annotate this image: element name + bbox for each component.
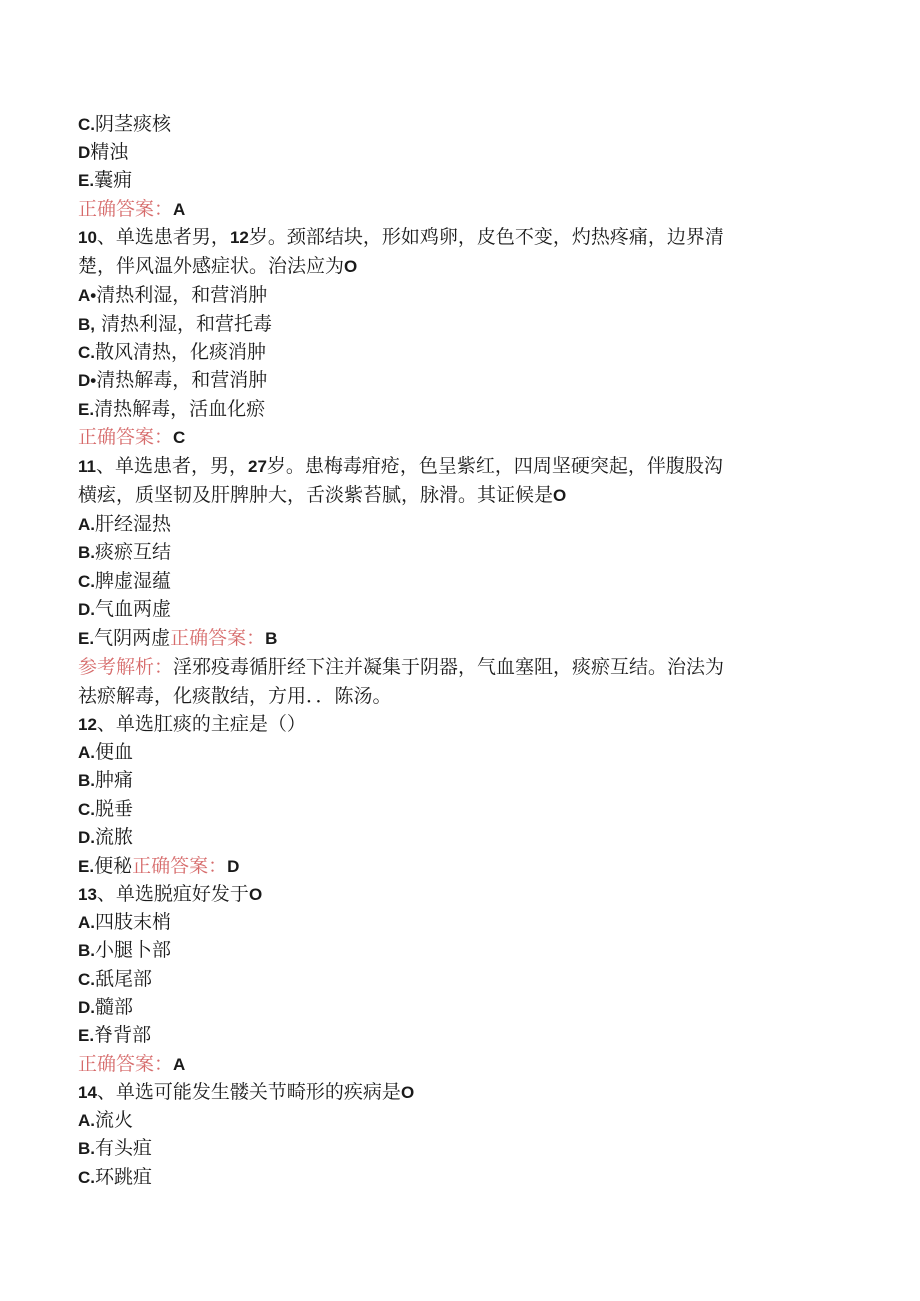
- answer-line: [78, 195, 838, 224]
- option-line: [78, 567, 838, 596]
- option-text: 小腿卜部: [95, 939, 172, 961]
- answer-prefix: 正确答案：: [78, 426, 174, 448]
- option-line: [78, 624, 838, 653]
- answer-line: [78, 1050, 838, 1079]
- option-label: B.: [78, 1139, 95, 1158]
- option-line: [78, 1106, 838, 1135]
- option-text: 脾虚湿蕴: [95, 570, 172, 592]
- option-line: [78, 993, 838, 1022]
- answer-value: A: [173, 200, 186, 219]
- option-label: C.: [78, 572, 95, 591]
- explanation-text: 淫邪疫毒循肝经下注并凝集于阴器，气血塞阻，痰瘀互结。治法为: [173, 656, 725, 678]
- option-text: 舐尾部: [95, 968, 153, 990]
- question-line: [78, 1078, 838, 1107]
- option-line: [78, 1163, 838, 1192]
- option-line: [78, 338, 838, 367]
- question-line: [78, 481, 838, 510]
- question-line: [78, 710, 838, 739]
- option-line: [78, 166, 838, 195]
- option-line: [78, 965, 838, 994]
- option-label: A•: [78, 286, 97, 305]
- option-label: C.: [78, 800, 95, 819]
- question-text: 楚，伴风温外感症状。治法应为: [78, 255, 345, 277]
- answer-prefix: 正确答案：: [170, 627, 266, 649]
- option-label: B.: [78, 543, 95, 562]
- option-line: [78, 936, 838, 965]
- answer-value: A: [173, 1055, 186, 1074]
- option-label: A.: [78, 913, 95, 932]
- option-line: [78, 138, 838, 167]
- option-text: 阴茎痰核: [95, 113, 172, 135]
- question-number: 12: [78, 715, 97, 734]
- option-label: B.: [78, 771, 95, 790]
- option-line: [78, 510, 838, 539]
- question-text: 、单选肛痰的主症是（）: [96, 713, 306, 735]
- option-text: 便血: [95, 741, 134, 763]
- question-text: 、单选可能发生髅关节畸形的疾病是: [96, 1081, 401, 1103]
- option-label: E.: [78, 857, 95, 876]
- question-number: 14: [78, 1083, 97, 1102]
- question-line: [78, 223, 838, 252]
- option-label: A.: [78, 1111, 95, 1130]
- option-text: 肝经湿热: [95, 513, 172, 535]
- option-text: 四肢末梢: [95, 911, 172, 933]
- question-blank: O: [400, 1083, 415, 1102]
- option-label: B.: [78, 941, 95, 960]
- option-line: [78, 281, 838, 310]
- option-line: [78, 852, 838, 881]
- question-line: [78, 880, 838, 909]
- option-text: 肿痛: [95, 769, 134, 791]
- option-text: 气血两虚: [95, 598, 172, 620]
- option-line: [78, 110, 838, 139]
- option-line: [78, 366, 838, 395]
- option-label: B,: [78, 315, 95, 334]
- question-text: 、单选脱疽好发于: [96, 883, 249, 905]
- option-text: 囊痈: [94, 169, 133, 191]
- question-blank: O: [248, 885, 263, 904]
- question-age: 27: [248, 457, 267, 476]
- option-label: D•: [78, 371, 97, 390]
- option-line: [78, 795, 838, 824]
- option-text: 精浊: [90, 141, 129, 163]
- option-text: 散风清热，化痰消肿: [95, 341, 267, 363]
- option-line: [78, 310, 838, 339]
- option-text: 脊背部: [94, 1024, 152, 1046]
- question-text: 、单选患者男，: [96, 226, 230, 248]
- option-text: 清热利湿，和营消肿: [96, 284, 268, 306]
- option-line: [78, 738, 838, 767]
- option-label: D: [78, 143, 91, 162]
- option-line: [78, 766, 838, 795]
- option-text: 清热利湿，和营托毒: [95, 313, 273, 335]
- question-blank: O: [344, 257, 358, 276]
- answer-prefix: 正确答案：: [78, 198, 174, 220]
- option-text: 流火: [95, 1109, 134, 1131]
- option-line: [78, 823, 838, 852]
- option-line: [78, 595, 838, 624]
- question-text: 岁。颈部结块，形如鸡卵，皮色不变，灼热疼痛，边界清: [248, 226, 724, 248]
- option-text: 流脓: [95, 826, 134, 848]
- option-label: E.: [78, 629, 95, 648]
- option-text: 便秘: [94, 855, 133, 877]
- option-label: C.: [78, 970, 95, 989]
- answer-prefix: 正确答案：: [132, 855, 228, 877]
- answer-prefix: 正确答案：: [78, 1053, 174, 1075]
- answer-value: D: [227, 857, 240, 876]
- option-text: 髓部: [95, 996, 134, 1018]
- question-number: 10: [78, 228, 97, 247]
- explanation-line: [78, 682, 838, 710]
- question-text: 横痃，质坚韧及肝脾肿大，舌淡紫苔腻，脉滑。其证候是: [78, 484, 554, 506]
- option-line: [78, 395, 838, 424]
- option-text: 气阴两虚: [94, 627, 171, 649]
- explanation-line: [78, 653, 838, 681]
- option-line: [78, 1021, 838, 1050]
- option-label: C.: [78, 343, 95, 362]
- question-number: 13: [78, 885, 97, 904]
- explanation-prefix: 参考解析：: [78, 656, 174, 678]
- option-text: 清热解毒，和营消肿: [96, 369, 268, 391]
- question-line: [78, 452, 838, 481]
- option-label: D.: [78, 600, 95, 619]
- option-label: D.: [78, 998, 95, 1017]
- option-text: 痰瘀互结: [95, 541, 172, 563]
- option-text: 清热解毒，活血化瘀: [94, 398, 266, 420]
- answer-value: C: [173, 428, 186, 447]
- option-label: E.: [78, 171, 95, 190]
- option-text: 有头疽: [95, 1137, 153, 1159]
- option-line: [78, 538, 838, 567]
- option-label: A.: [78, 515, 95, 534]
- option-label: E.: [78, 400, 95, 419]
- question-text: 、单选患者，男，: [95, 455, 248, 477]
- answer-line: [78, 423, 838, 452]
- option-label: A.: [78, 743, 95, 762]
- answer-value: B: [265, 629, 278, 648]
- option-label: C.: [78, 115, 95, 134]
- question-line: [78, 252, 838, 281]
- option-label: E.: [78, 1026, 95, 1045]
- option-line: [78, 908, 838, 937]
- option-text: 环跳疽: [95, 1166, 153, 1188]
- explanation-text: 祛瘀解毒，化痰散结，方用．．陈汤。: [78, 685, 392, 707]
- question-blank: O: [553, 486, 567, 505]
- question-age: 12: [229, 228, 249, 247]
- option-label: D.: [78, 828, 95, 847]
- option-line: [78, 1134, 838, 1163]
- option-text: 脱垂: [95, 798, 134, 820]
- question-text: 岁。患梅毒疳疮，色呈紫红，四周坚硬突起，伴腹股沟: [266, 455, 723, 477]
- question-number: 11: [78, 457, 96, 476]
- option-label: C.: [78, 1168, 95, 1187]
